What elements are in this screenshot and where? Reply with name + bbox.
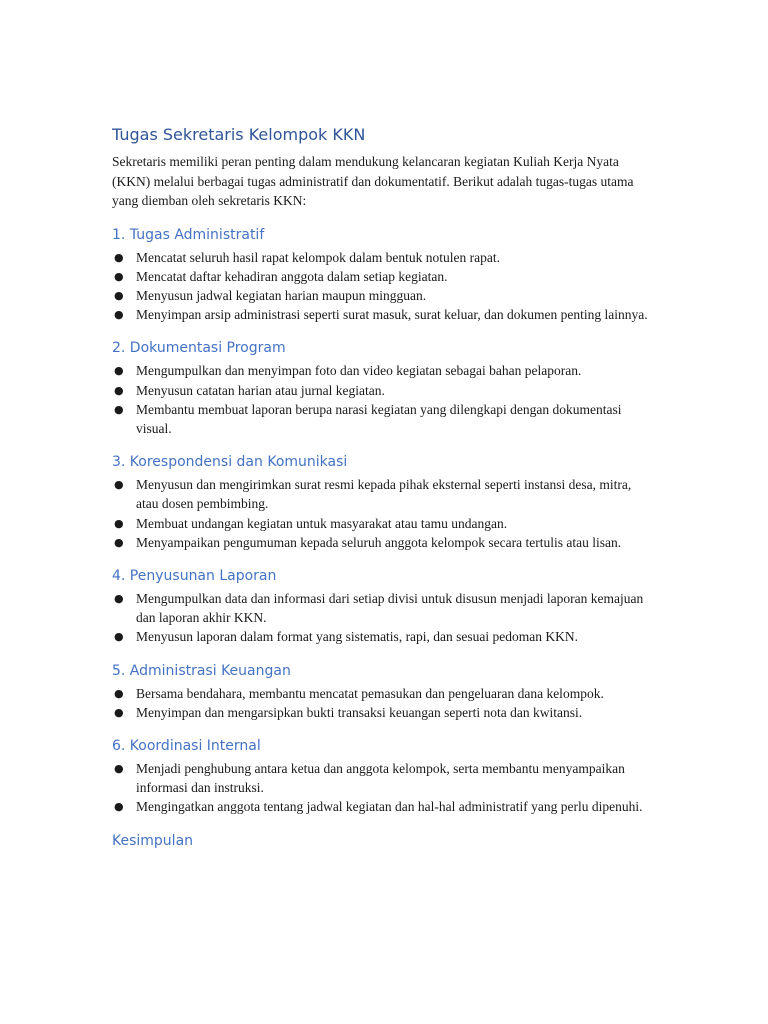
bullet-icon: ●: [114, 686, 124, 700]
list-item-text: Menyusun dan mengirimkan surat resmi kepada pihak eksternal seperti instansi desa, mitra, atau dosen pembimbing.: [136, 477, 632, 512]
list-item: [112, 475, 656, 513]
bullet-list: [112, 589, 656, 647]
section-administratif: [112, 225, 656, 325]
list-item: [112, 400, 656, 438]
bullet-icon: ●: [114, 383, 124, 397]
list-item: [112, 589, 656, 627]
list-item-text: Menyusun jadwal kegiatan harian maupun mingguan.: [136, 287, 427, 303]
section-heading: Kesimpulan: [112, 832, 194, 849]
intro-paragraph: Sekretaris memiliki peran penting dalam mendukung kelancaran kegiatan Kuliah Kerja Nyata (KKN) melalui berbagai tugas administratif dan dokumentatif. Berikut adalah tugas-tugas utama yang diemban oleh sekretaris KKN:: [112, 154, 634, 208]
section-heading: 6. Koordinasi Internal: [112, 737, 261, 754]
list-item-text: Mengingatkan anggota tentang jadwal kegiatan dan hal-hal administratif yang perlu dipenuhi.: [136, 799, 643, 815]
list-item-text: Bersama bendahara, membantu mencatat pemasukan dan pengeluaran dana kelompok.: [136, 685, 604, 701]
list-item: [112, 533, 656, 552]
section-heading: 3. Korespondensi dan Komunikasi: [112, 454, 348, 471]
list-item: [112, 248, 656, 267]
list-item-text: Membuat undangan kegiatan untuk masyarakat atau tamu undangan.: [136, 515, 508, 531]
list-item-text: Menyusun laporan dalam format yang sistematis, rapi, dan sesuai pedoman KKN.: [136, 629, 579, 645]
bullet-list: [112, 684, 656, 722]
bullet-icon: ●: [114, 364, 124, 378]
section-heading: 5. Administrasi Keuangan: [112, 662, 291, 679]
list-item: [112, 381, 656, 400]
bullet-list: [112, 759, 656, 817]
list-item-text: Menyimpan arsip administrasi seperti surat masuk, surat keluar, dan dokumen penting lainnya.: [136, 307, 648, 323]
list-item: [112, 797, 656, 816]
section-kesimpulan: [112, 831, 656, 851]
section-dokumentasi: [112, 338, 656, 438]
list-item-text: Mencatat daftar kehadiran anggota dalam setiap kegiatan.: [136, 268, 448, 284]
bullet-icon: ●: [114, 288, 124, 302]
list-item: [112, 703, 656, 722]
section-korespondensi: [112, 452, 656, 552]
list-item-text: Menyimpan dan mengarsipkan bukti transaksi keuangan seperti nota dan kwitansi.: [136, 704, 583, 720]
bullet-icon: ●: [114, 516, 124, 530]
document-title: Tugas Sekretaris Kelompok KKN: [112, 125, 366, 144]
list-item-text: Menjadi penghubung antara ketua dan anggota kelompok, serta membantu menyampaikan informasi dan instruksi.: [136, 760, 625, 796]
list-item: [112, 267, 656, 286]
bullet-icon: ●: [114, 591, 124, 605]
section-heading: 2. Dokumentasi Program: [112, 340, 286, 357]
list-item-text: Mengumpulkan data dan informasi dari setiap divisi untuk disusun menjadi laporan kemajuan dan laporan akhir KKN.: [136, 590, 644, 626]
list-item-text: Membantu membuat laporan berupa narasi kegiatan yang dilengkapi dengan dokumentasi visual.: [136, 401, 622, 436]
bullet-icon: ●: [114, 535, 124, 549]
bullet-icon: ●: [114, 705, 124, 719]
list-item: [112, 305, 656, 324]
section-keuangan: [112, 661, 656, 722]
bullet-icon: ●: [114, 478, 124, 492]
bullet-list: [112, 475, 656, 552]
list-item: [112, 514, 656, 533]
list-item: [112, 627, 656, 646]
section-koordinasi: [112, 736, 656, 817]
bullet-list: [112, 361, 656, 438]
section-laporan: [112, 566, 656, 647]
bullet-icon: ●: [114, 800, 124, 814]
bullet-list: [112, 248, 656, 325]
bullet-icon: ●: [114, 761, 124, 775]
bullet-icon: ●: [114, 269, 124, 283]
bullet-icon: ●: [114, 402, 124, 416]
list-item-text: Mencatat seluruh hasil rapat kelompok dalam bentuk notulen rapat.: [136, 249, 501, 265]
section-heading: 1. Tugas Administratif: [112, 226, 265, 243]
bullet-icon: ●: [114, 250, 124, 264]
list-item: [112, 361, 656, 380]
bullet-icon: ●: [114, 308, 124, 322]
list-item-text: Mengumpulkan dan menyimpan foto dan video kegiatan sebagai bahan pelaporan.: [136, 363, 582, 379]
list-item-text: Menyampaikan pengumuman kepada seluruh anggota kelompok secara tertulis atau lisan.: [136, 534, 622, 550]
list-item-text: Menyusun catatan harian atau jurnal kegiatan.: [136, 382, 385, 398]
list-item: [112, 286, 656, 305]
list-item: [112, 759, 656, 797]
bullet-icon: ●: [114, 630, 124, 644]
section-heading: 4. Penyusunan Laporan: [112, 567, 277, 584]
list-item: [112, 684, 656, 703]
